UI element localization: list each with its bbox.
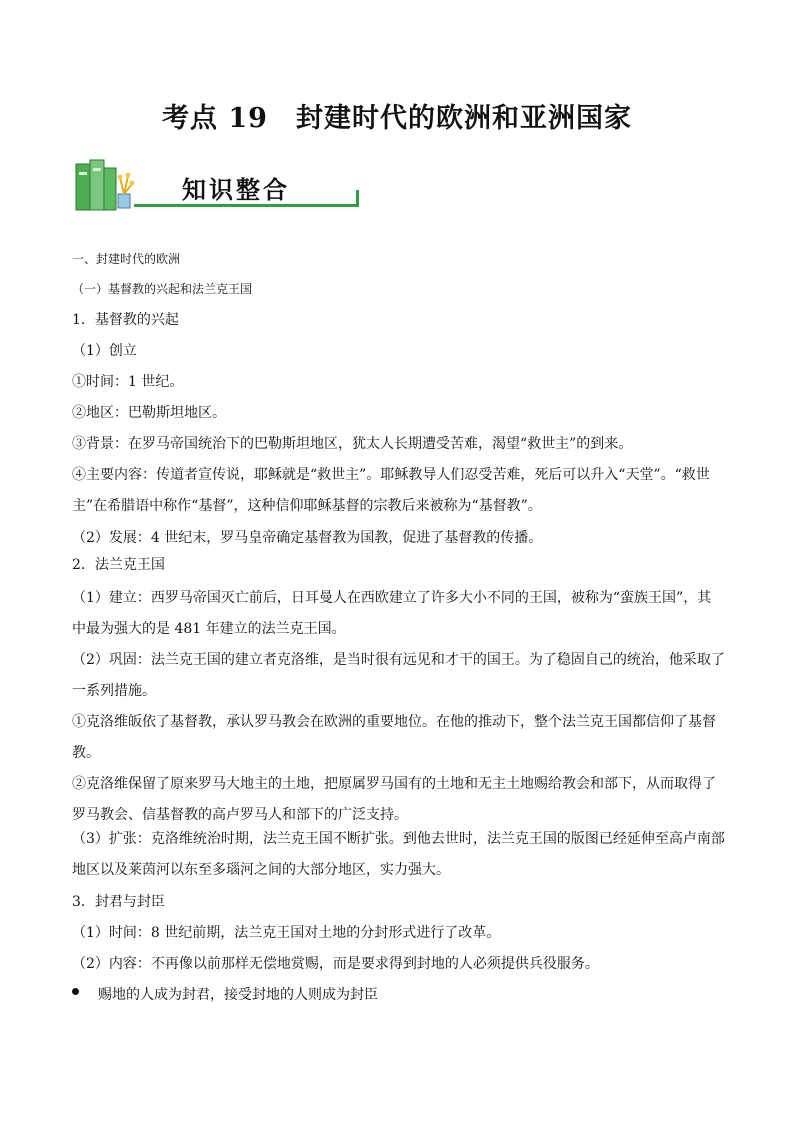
paragraph-line: （1）建立：西罗马帝国灭亡前后，日耳曼人在西欧建立了许多大小不同的王国，被称为“蛮族王国”，其 [72,590,712,606]
paragraph-line: （2）发展：4 世纪末，罗马皇帝确定基督教为国教，促进了基督教的传播。 [72,530,543,546]
paragraph-line: ①克洛维皈依了基督教，承认罗马教会在欧洲的重要地位。在他的推动下，整个法兰克王国都信仰了基督 [72,714,716,730]
subsection-heading: （一）基督教的兴起和法兰克王国 [72,282,253,296]
paragraph-line: （2）巩固：法兰克王国的建立者克洛维，是当时很有远见和才干的国王。为了稳固自己的统治，他采取了 [72,652,725,668]
paragraph-line: 2．法兰克王国 [72,557,165,573]
paragraph-line: 中最为强大的是 481 年建立的法兰克王国。 [72,621,346,637]
page-title: 考点 19 封建时代的欧洲和亚洲国家 [162,103,632,134]
paragraph-line: 一系列措施。 [72,683,156,699]
paragraph-line: ②克洛维保留了原来罗马大地主的土地，把原属罗马国有的土地和无主土地赐给教会和部下，从而取得了 [72,776,716,792]
paragraph-line: （1）创立 [72,343,137,359]
paragraph-line: 地区以及莱茵河以东至多瑙河之间的大部分地区，实力强大。 [72,862,450,878]
paragraph-line: 主”在希腊语中称作“基督”，这种信仰耶稣基督的宗教后来被称为“基督教”。 [72,498,542,514]
paragraph-line: ②地区：巴勒斯坦地区。 [72,405,226,421]
paragraph-line: 教。 [72,745,100,761]
paragraph-line: ③背景：在罗马帝国统治下的巴勒斯坦地区，犹太人长期遭受苦难，渴望“救世主”的到来。 [72,436,633,452]
banner-title: 知识整合 [182,175,290,204]
section-heading: 一、封建时代的欧洲 [72,252,181,266]
paragraph-line: （3）扩张：克洛维统治时期，法兰克王国不断扩张。到他去世时，法兰克王国的版图已经延伸至高卢南部 [72,831,725,847]
paragraph-line: ④主要内容：传道者宣传说，耶稣就是“救世主”。耶稣教导人们忍受苦难，死后可以升入“天堂”。“救世 [72,467,710,483]
bullet-item: 赐地的人成为封君，接受封地的人则成为封臣 [98,987,378,1003]
paragraph-line: 1．基督教的兴起 [72,312,179,328]
knowledge-banner [72,158,362,216]
paragraph-line: （1）时间：8 世纪前期，法兰克王国对土地的分封形式进行了改革。 [72,925,501,941]
paragraph-line: 罗马教会、信基督教的高卢罗马人和部下的广泛支持。 [72,807,408,823]
paragraph-line: 3．封君与封臣 [72,894,165,910]
paragraph-line: ①时间：1 世纪。 [72,374,184,390]
paragraph-line: （2）内容：不再像以前那样无偿地赏赐，而是要求得到封地的人必须提供兵役服务。 [72,956,599,972]
bullet-icon [72,988,79,995]
